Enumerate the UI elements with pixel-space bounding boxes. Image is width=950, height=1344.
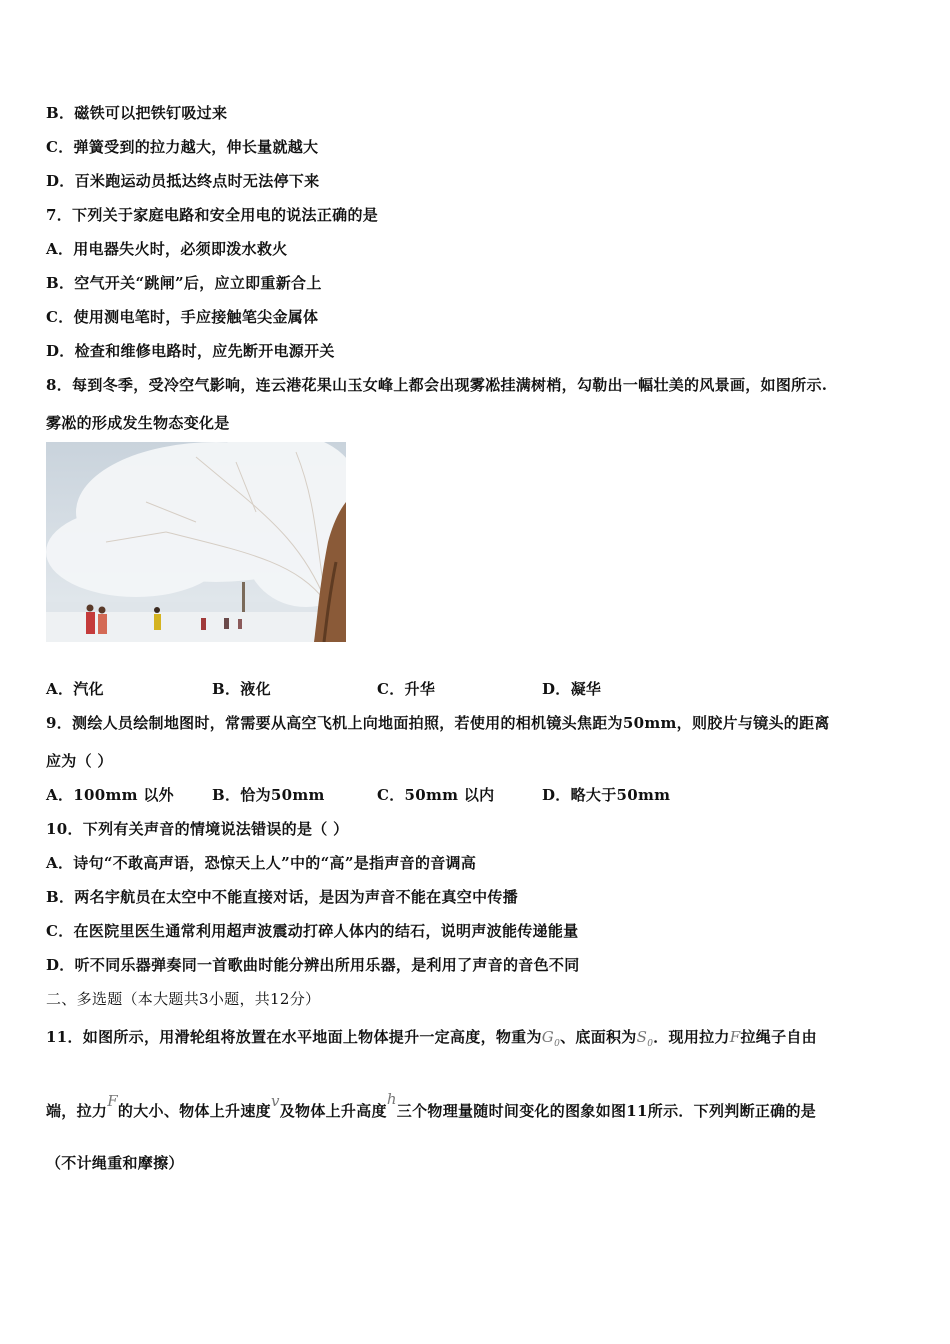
q11-text-7: 及物体上升高度 (279, 1102, 387, 1120)
q9-option-b: B．恰为50mm (212, 786, 325, 804)
q11-text-8: 三个物理量随时间变化的图象如图11所示．下列判断正确的是 (396, 1102, 817, 1120)
q7-option-b: B．空气开关“跳闸”后，应立即重新合上 (46, 274, 322, 292)
q11-text-4: 拉绳子自由 (740, 1028, 817, 1046)
q9-option-d: D．略大于50mm (542, 786, 671, 804)
symbol-h: h (386, 1090, 397, 1108)
q11-note: （不计绳重和摩擦） (46, 1154, 184, 1172)
q11-text-3: ．现用拉力 (653, 1028, 730, 1046)
symbol-f-2: F (107, 1092, 118, 1110)
q11-stem-line1 (46, 1026, 817, 1049)
q8-option-d: D．凝华 (542, 680, 602, 698)
q10-option-a: A．诗句“不敢高声语，恐惊天上人”中的“高”是指声音的音调高 (46, 854, 477, 872)
q6-option-d: D．百米跑运动员抵达终点时无法停下来 (46, 172, 320, 190)
q8-option-c: C．升华 (377, 680, 436, 698)
q11-text-6: 的大小、物体上升速度 (117, 1102, 271, 1120)
q11-text-2: 、底面积为 (560, 1028, 637, 1046)
q9-option-a: A．100mm 以外 (46, 786, 174, 804)
rime-tree-illustration (46, 442, 346, 642)
q7-option-c: C．使用测电笔时，手应接触笔尖金属体 (46, 308, 319, 326)
q7-option-a: A．用电器失火时，必须即泼水救火 (46, 240, 288, 258)
symbol-s0: $S_0$ (636, 1028, 654, 1049)
symbol-g0: $G_0$ (541, 1028, 561, 1049)
q6-option-c: C．弹簧受到的拉力越大，伸长量就越大 (46, 138, 319, 156)
q10-option-c: C．在医院里医生通常利用超声波震动打碎人体内的结石，说明声波能传递能量 (46, 922, 579, 940)
q8-option-a: A．汽化 (46, 680, 104, 698)
q7-option-d: D．检查和维修电路时，应先断开电源开关 (46, 342, 335, 360)
symbol-v: v (270, 1092, 280, 1110)
rime-tree-photo (46, 442, 346, 642)
q10-stem: 10．下列有关声音的情境说法错误的是（ ） (46, 820, 349, 838)
q9-option-c: C．50mm 以内 (377, 786, 495, 804)
q11-text-5: 端，拉力 (46, 1102, 108, 1120)
q10-option-d: D．听不同乐器弹奏同一首歌曲时能分辨出所用乐器，是利用了声音的音色不同 (46, 956, 580, 974)
q8-stem-line1: 8．每到冬季，受冷空气影响，连云港花果山玉女峰上都会出现雾凇挂满树梢，勾勒出一幅壮美的风景画，如图所示. (46, 376, 828, 394)
q6-option-b: B．磁铁可以把铁钉吸过来 (46, 104, 228, 122)
section-2-title: 二、多选题（本大题共3小题，共12分） (46, 990, 321, 1008)
q9-stem-line2: 应为（ ） (46, 752, 113, 770)
q9-stem-line1: 9．测绘人员绘制地图时，常需要从高空飞机上向地面拍照，若使用的相机镜头焦距为50mm，则胶片与镜头的距离 (46, 714, 830, 732)
symbol-f: F (729, 1028, 741, 1046)
q10-option-b: B．两名宇航员在太空中不能直接对话，是因为声音不能在真空中传播 (46, 888, 518, 906)
q11-stem-line2 (46, 1090, 817, 1121)
q7-stem: 7．下列关于家庭电路和安全用电的说法正确的是 (46, 206, 379, 224)
q8-option-b: B．液化 (212, 680, 271, 698)
q11-text-1: 11．如图所示，用滑轮组将放置在水平地面上物体提升一定高度，物重为 (46, 1028, 542, 1046)
q8-stem-line2: 雾凇的形成发生物态变化是 (46, 414, 230, 432)
